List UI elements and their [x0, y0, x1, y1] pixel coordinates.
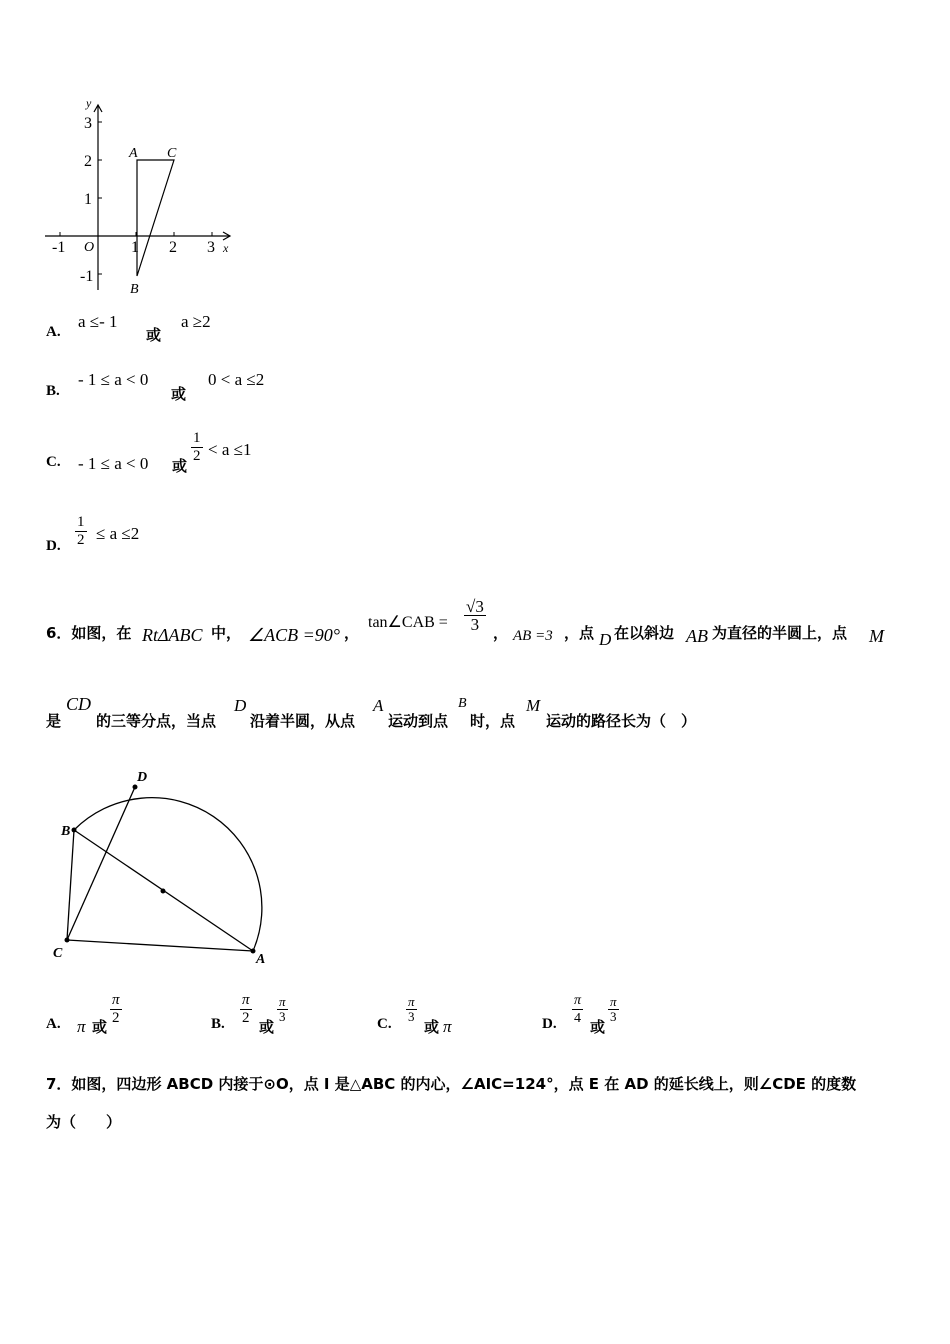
point-b-dot: [72, 828, 77, 833]
fraction-one-half: $\frac{1}{2}$: [193, 430, 201, 464]
fraction-one-half: $\frac{1}{2}$: [77, 514, 85, 548]
point-c-dot: [65, 938, 70, 943]
option-expr-right: < a ≤1: [208, 440, 252, 459]
pi: π: [77, 1017, 86, 1036]
or-text: 或: [424, 1018, 440, 1036]
or-text: 或: [590, 1018, 606, 1036]
q6-text: 的三等分点，当点: [96, 712, 217, 730]
x-tick-neg1: -1: [52, 239, 66, 256]
label-a: A: [256, 952, 266, 967]
rt-triangle: RtΔABC: [142, 625, 203, 645]
q6-text: ，: [493, 624, 509, 642]
origin-label: O: [84, 240, 95, 255]
x-tick-2: 2: [169, 239, 177, 256]
q7-line1: 7．如图，四边形 ABCD 内接于⊙O，点 I 是△ABC 的内心，∠AIC=124°，点 E 在 AD 的延长线上，则∠CDE 的度数: [46, 1075, 857, 1093]
fraction-pi-3: $\frac{\pi}{3}$: [408, 994, 415, 1024]
or-text: 或: [172, 457, 188, 475]
label-c: C: [53, 946, 63, 961]
q6-option-a: [46, 990, 196, 1035]
fraction-pi-3: $\frac{\pi}{3}$: [279, 994, 286, 1024]
point-a-label: A: [129, 146, 138, 161]
q6-text: 在以斜边: [614, 624, 675, 642]
q6-text: ，点: [564, 624, 595, 642]
q7-line2: 为（ ）: [46, 1113, 122, 1131]
q6-text: 运动到点: [388, 712, 449, 730]
x-axis-label: x: [223, 241, 229, 255]
option-label: D.: [46, 538, 61, 554]
option-expr-right: ≤ a ≤2: [96, 524, 140, 543]
or-text: 或: [259, 1018, 275, 1036]
option-label: D.: [542, 1016, 557, 1032]
q6-text: ，: [344, 624, 360, 642]
label-b: B: [61, 824, 71, 839]
point-m: M: [526, 696, 541, 715]
q6-text: 沿着半圆，从点: [250, 712, 356, 730]
fraction-pi-2: $\frac{\pi}{2}$: [112, 992, 120, 1026]
q6-option-d: [542, 990, 692, 1035]
or-text: 或: [146, 326, 162, 344]
point-b-label: B: [130, 282, 139, 297]
fraction-pi-3: $\frac{\pi}{3}$: [610, 994, 617, 1024]
fraction-pi-4: $\frac{\pi}{4}$: [574, 993, 582, 1026]
point-a: A: [373, 696, 384, 715]
option-label: C.: [46, 454, 61, 470]
point-c-label: C: [167, 146, 177, 161]
y-tick-neg1: -1: [80, 268, 94, 285]
segment-ca: [67, 940, 253, 951]
option-label: B.: [46, 383, 60, 399]
q6-line2: [46, 694, 926, 734]
tan-expr: tan∠CAB =: [368, 614, 448, 631]
semicircle-arc: [74, 798, 262, 951]
option-label: C.: [377, 1016, 392, 1032]
label-d: D: [137, 770, 148, 785]
segment-ab: AB: [686, 626, 708, 646]
option-label: A.: [46, 324, 61, 340]
center-dot: [161, 889, 166, 894]
point-d: D: [599, 630, 612, 649]
x-tick-3: 3: [207, 239, 215, 256]
triangle-abc: [137, 160, 174, 276]
point-m: M: [869, 626, 884, 646]
q6-text: 中，: [211, 624, 242, 642]
y-tick-3: 3: [84, 115, 92, 132]
y-tick-2: 2: [84, 153, 92, 170]
q6-text: 为直径的半圆上，点: [712, 624, 848, 642]
or-text: 或: [171, 385, 187, 403]
semicircle-figure: [45, 765, 280, 970]
q6-text: 运动的路径长为（ ）: [546, 712, 697, 730]
y-tick-1: 1: [84, 191, 92, 208]
y-axis-label: y: [86, 96, 92, 110]
option-expr-right: a ≥2: [181, 312, 211, 331]
coordinate-graph: [40, 95, 240, 300]
option-expr-right: 0 < a ≤2: [208, 370, 265, 389]
q6-number: 6．如图，在: [46, 624, 132, 642]
option-label: A.: [46, 1016, 61, 1032]
x-tick-1: 1: [131, 239, 139, 256]
sqrt3-over-3: $\frac{√3}{3}$: [466, 597, 484, 634]
segment-cd: CD: [66, 694, 92, 714]
fraction-pi-2: $\frac{\pi}{2}$: [242, 992, 250, 1026]
angle-acb: ∠ACB =90°: [248, 625, 340, 645]
segment-bc: [67, 830, 74, 940]
option-expr-left: - 1 ≤ a < 0: [78, 370, 149, 389]
q6-option-b: [211, 990, 361, 1035]
point-d: D: [234, 696, 247, 715]
q6-line1: [46, 598, 926, 653]
point-d-dot: [133, 785, 138, 790]
option-label: B.: [211, 1016, 225, 1032]
q6-text: 是: [46, 712, 62, 730]
q6-option-c: [377, 990, 527, 1035]
point-a-dot: [251, 949, 256, 954]
pi: π: [443, 1017, 452, 1036]
option-expr-left: - 1 ≤ a < 0: [78, 454, 149, 473]
or-text: 或: [92, 1018, 108, 1036]
option-expr-left: a ≤- 1: [78, 312, 118, 331]
q6-text: 时，点: [470, 712, 516, 730]
point-b: B: [458, 696, 467, 711]
ab-length: AB =3: [513, 628, 553, 644]
